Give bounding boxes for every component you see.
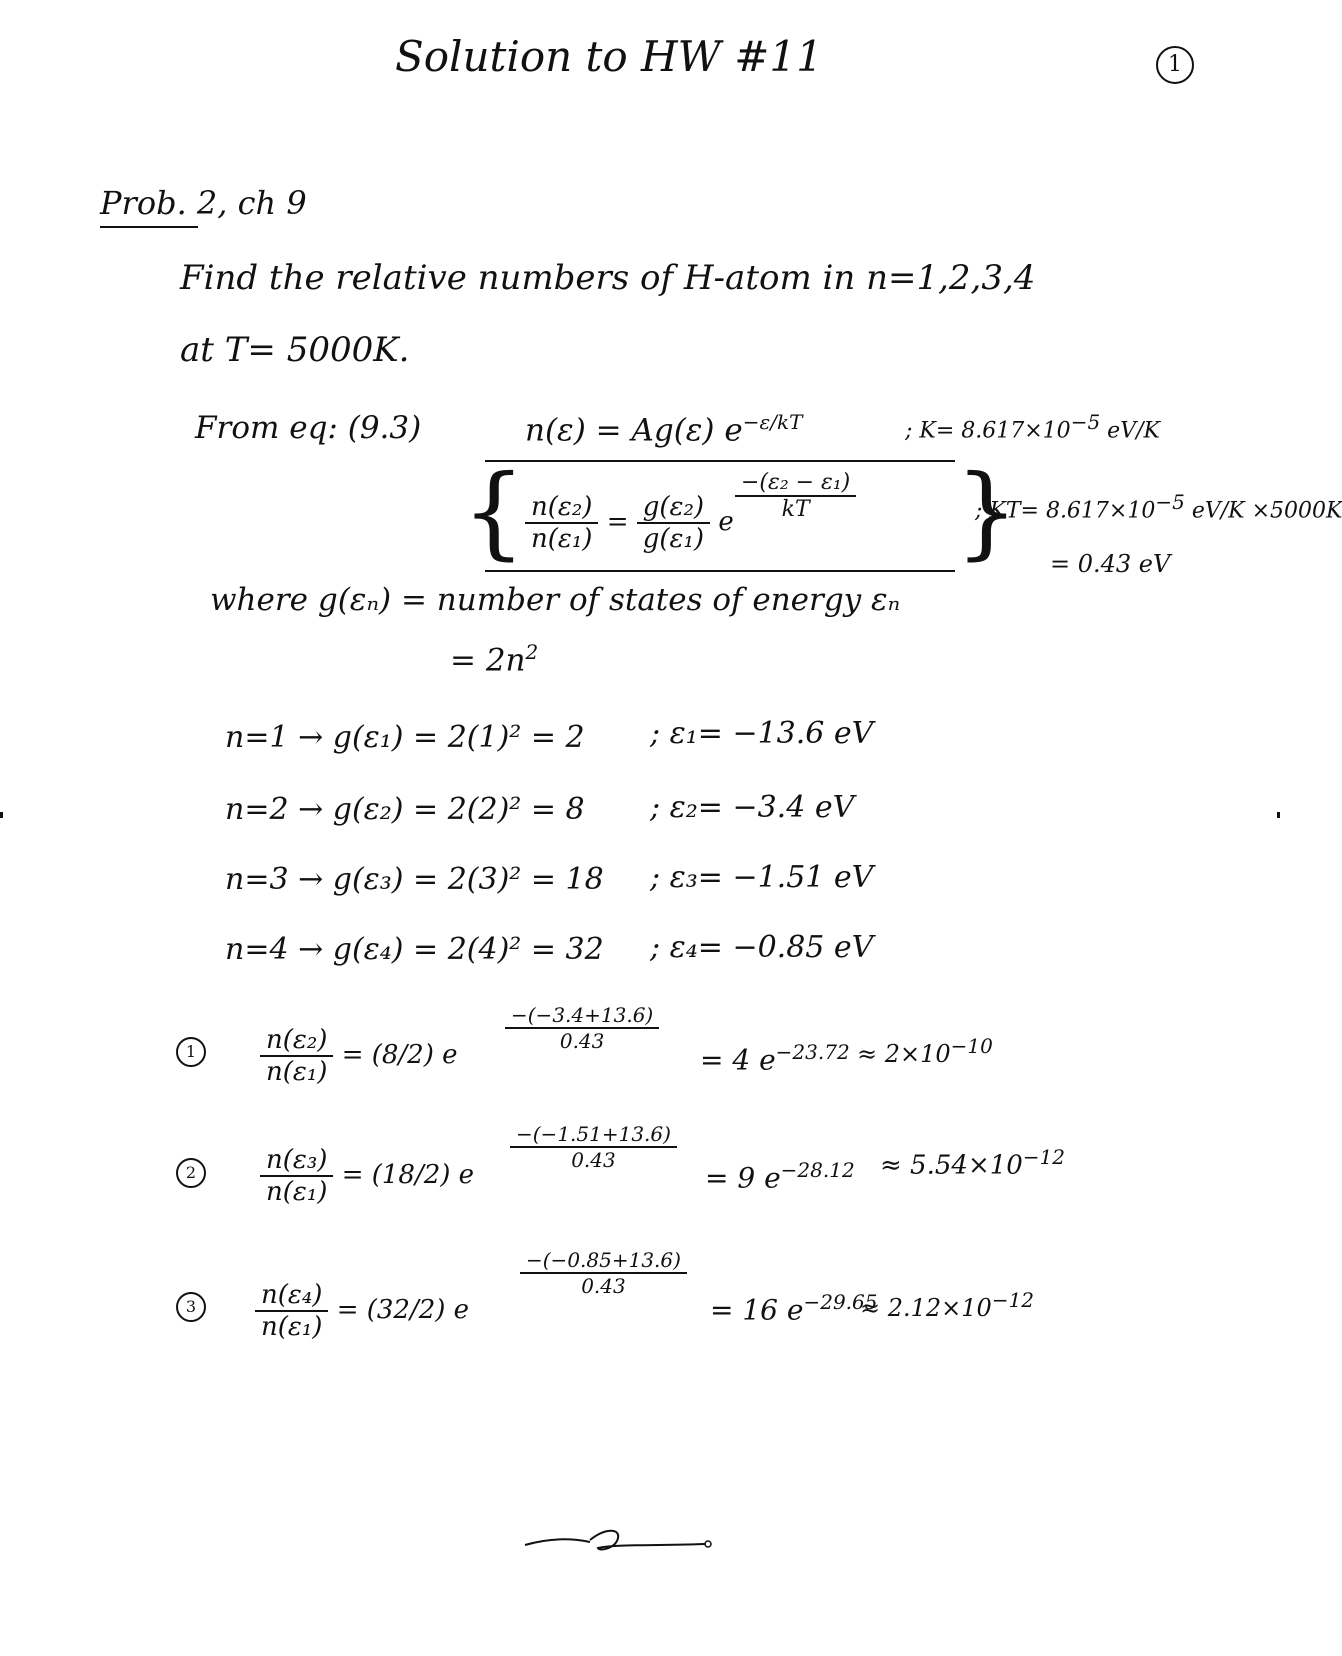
exponent-denominator: kT — [781, 497, 810, 522]
calc-3-approx-exp: −12 — [991, 1288, 1035, 1312]
calc-3-marker: 3 — [176, 1292, 206, 1322]
calc-1-result-base: = 4 e — [700, 1043, 776, 1077]
calc-2-result — [705, 1158, 855, 1194]
k-unit: eV/K — [1107, 418, 1160, 444]
calc-1-exp-den: 0.43 — [559, 1029, 605, 1053]
calc-2-expression — [260, 1145, 474, 1207]
calc-3-lhs — [255, 1280, 328, 1342]
right-brace: } — [955, 453, 1019, 570]
ratio-fraction — [525, 492, 598, 554]
k-value: ; K= 8.617×10 — [905, 418, 1071, 444]
level-1-degeneracy: n=1 → g(ε₁) = 2(1)² = 2 — [225, 720, 585, 755]
problem-label: Prob. 2, ch 9 — [100, 184, 307, 222]
boltzmann-constant — [905, 410, 1160, 443]
calc-3-exponent — [520, 1248, 687, 1298]
level-4-energy: ; ε₄= −0.85 eV — [650, 930, 874, 965]
task-statement-line2: at T= 5000K. — [180, 330, 410, 370]
calc-2-marker: 2 — [176, 1158, 206, 1188]
kT-calculation — [975, 490, 1342, 523]
calc-1-approx — [857, 1034, 993, 1068]
exponent-fraction — [735, 470, 856, 522]
calc-3-exp-den: 0.43 — [581, 1274, 626, 1298]
kT-result: = 0.43 eV — [1050, 550, 1171, 578]
calc-2-exponent — [510, 1122, 677, 1172]
level-3-energy: ; ε₃= −1.51 eV — [650, 860, 874, 895]
calc-2-result-base: = 9 e — [705, 1161, 781, 1195]
calc-2-exp-num: −(−1.51+13.6) — [510, 1122, 677, 1148]
degeneracy-formula — [450, 640, 538, 678]
page-title: Solution to HW #11 — [395, 32, 823, 81]
left-edge-mark — [0, 812, 3, 818]
degeneracy-fraction — [637, 492, 710, 554]
footer-signature-scribble — [520, 1520, 720, 1560]
calc-3-result-base: = 16 e — [710, 1293, 804, 1327]
calc-1-result — [700, 1040, 850, 1076]
ratio-exponent — [735, 470, 856, 522]
g-denominator: g(ε₁) — [642, 524, 705, 554]
right-edge-mark — [1277, 812, 1280, 818]
degeneracy-definition: where g(εₙ) = number of states of energy εₙ — [210, 582, 901, 618]
level-4-degeneracy: n=4 → g(ε₄) = 2(4)² = 32 — [225, 932, 604, 967]
calc-3-lhs-num: n(ε₄) — [255, 1280, 328, 1312]
calc-3-factor: = (32/2) e — [336, 1295, 470, 1325]
exponent-numerator: −(ε₂ − ε₁) — [735, 470, 856, 497]
formula-exponent: −ε/kT — [742, 410, 803, 434]
degeneracy-exponent: 2 — [525, 640, 539, 664]
calc-2-exp-frac — [510, 1122, 677, 1172]
calc-1-result-exp: −23.72 — [775, 1040, 850, 1064]
calc-3-lhs-den: n(ε₁) — [261, 1312, 323, 1342]
calc-1-lhs-num: n(ε₂) — [260, 1025, 333, 1057]
calc-3-exp-num: −(−0.85+13.6) — [520, 1248, 687, 1274]
calc-1-approx-exp: −10 — [950, 1034, 993, 1058]
calc-1-exponent — [505, 1003, 659, 1053]
page-number: 1 — [1156, 46, 1194, 84]
calc-1-lhs-den: n(ε₁) — [266, 1057, 328, 1087]
calc-1-exp-num: −(−3.4+13.6) — [505, 1003, 659, 1029]
level-1-energy: ; ε₁= −13.6 eV — [650, 716, 874, 751]
equation-reference: From eq: (9.3) — [195, 410, 422, 446]
calc-3-result-exp: −29.65 — [803, 1290, 878, 1314]
calc-1-factor: = (8/2) e — [341, 1040, 458, 1070]
calc-1-exp-frac — [505, 1003, 659, 1053]
ratio-denominator: n(ε₁) — [531, 524, 593, 554]
population-ratio-formula: $\frac{\text{n(ε₂)}}{\text{n(ε₁)}}$ = $\frac{\text{g(ε₂)}}{\text{g(ε₁)}}$ e — [525, 492, 734, 554]
task-statement-line1: Find the relative numbers of H-atom in n=1,2,3,4 — [180, 258, 1036, 298]
calc-2-lhs-den: n(ε₁) — [266, 1177, 328, 1207]
calc-2-approx-exp: −12 — [1022, 1145, 1066, 1169]
calc-2-lhs — [260, 1145, 333, 1207]
calc-2-exp-den: 0.43 — [571, 1148, 616, 1172]
calc-1-marker: 1 — [176, 1037, 206, 1067]
calc-3-approx — [860, 1288, 1034, 1322]
ratio-numerator: n(ε₂) — [525, 492, 598, 524]
kT-value: ; KT= 8.617×10 — [975, 498, 1156, 524]
calc-3-expression — [255, 1280, 469, 1342]
calc-3-exp-frac — [520, 1248, 687, 1298]
calc-3-result — [710, 1290, 877, 1326]
level-2-degeneracy: n=2 → g(ε₂) = 2(2)² = 8 — [225, 792, 585, 827]
calc-1-approx-base: ≈ 2×10 — [857, 1040, 951, 1068]
kT-unit: eV/K ×5000K — [1191, 498, 1342, 524]
g-numerator: g(ε₂) — [637, 492, 710, 524]
level-2-energy: ; ε₂= −3.4 eV — [650, 790, 855, 825]
calc-2-approx — [880, 1145, 1065, 1181]
calc-1-expression — [260, 1025, 458, 1087]
kT-exponent: −5 — [1155, 490, 1185, 514]
calc-2-lhs-num: n(ε₃) — [260, 1145, 333, 1177]
calc-3-approx-base: ≈ 2.12×10 — [860, 1294, 992, 1322]
formula-main: n(ε) = Ag(ε) e — [525, 412, 743, 449]
k-exponent: −5 — [1070, 410, 1101, 434]
calc-2-approx-base: ≈ 5.54×10 — [880, 1150, 1023, 1181]
problem-underline — [100, 226, 198, 228]
calc-2-factor: = (18/2) e — [341, 1160, 475, 1190]
level-3-degeneracy: n=3 → g(ε₃) = 2(3)² = 18 — [225, 862, 604, 897]
degeneracy-base: = 2n — [450, 642, 526, 679]
boltzmann-formula — [525, 410, 802, 448]
box-top-border — [485, 460, 955, 462]
calc-1-lhs — [260, 1025, 333, 1087]
left-brace: { — [462, 453, 526, 570]
calc-2-result-exp: −28.12 — [780, 1158, 855, 1182]
box-bottom-border — [485, 570, 955, 572]
